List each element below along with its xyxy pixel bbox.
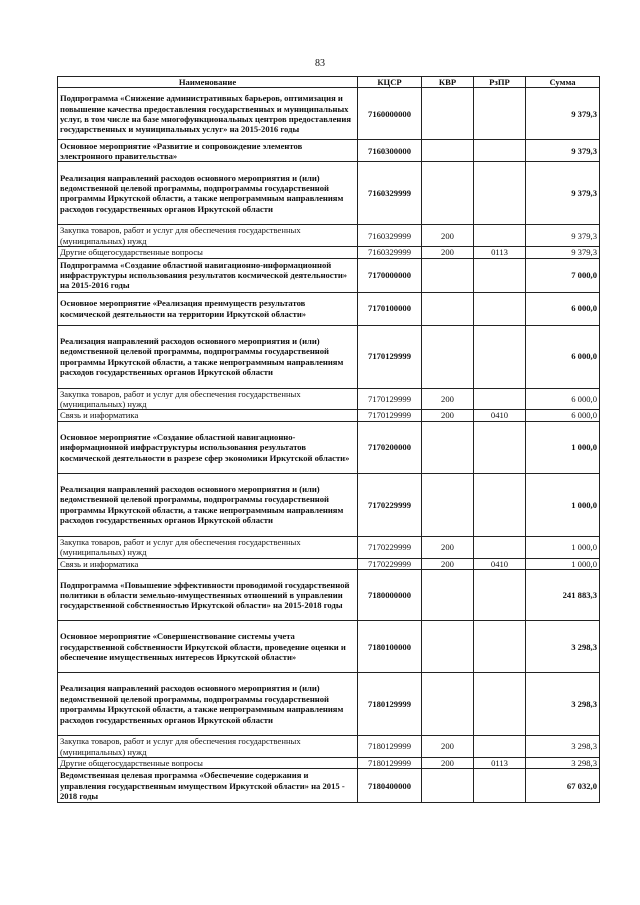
row-sum-cell: 6 000,0 bbox=[526, 292, 600, 325]
row-sum-cell: 9 379,3 bbox=[526, 225, 600, 247]
row-name-cell: Другие общегосударственные вопросы bbox=[58, 758, 358, 769]
table-row bbox=[58, 536, 600, 558]
row-kvr-cell: 200 bbox=[422, 736, 474, 758]
row-kvr-cell: 200 bbox=[422, 558, 474, 569]
row-sum-cell: 6 000,0 bbox=[526, 410, 600, 421]
row-kvr-cell bbox=[422, 325, 474, 388]
table-row bbox=[58, 621, 600, 673]
row-kvr-cell: 200 bbox=[422, 225, 474, 247]
row-sum-cell: 3 298,3 bbox=[526, 758, 600, 769]
row-sum-cell: 7 000,0 bbox=[526, 258, 600, 292]
row-name-cell: Подпрограмма «Снижение административных барьеров, оптимизация и повышение качества предоставления государственных и муниципальных услуг, в том числе на базе многофункциональных центров предоставления государственных и муниципальных услуг» на 2015-2016 годы bbox=[58, 88, 358, 140]
row-kvr-cell bbox=[422, 673, 474, 736]
table-row bbox=[58, 247, 600, 258]
table-row bbox=[58, 769, 600, 803]
row-kcsr-cell: 7170000000 bbox=[358, 258, 422, 292]
table-row bbox=[58, 736, 600, 758]
row-rzpr-cell bbox=[474, 421, 526, 473]
row-kcsr-cell: 7170129999 bbox=[358, 388, 422, 410]
row-kvr-cell: 200 bbox=[422, 388, 474, 410]
row-rzpr-cell bbox=[474, 570, 526, 621]
row-sum-cell: 1 000,0 bbox=[526, 473, 600, 536]
row-kcsr-cell: 7160300000 bbox=[358, 140, 422, 162]
row-sum-cell: 67 032,0 bbox=[526, 769, 600, 803]
row-name-cell: Основное мероприятие «Реализация преимуществ результатов космической деятельности на территории Иркутской области» bbox=[58, 292, 358, 325]
row-sum-cell: 1 000,0 bbox=[526, 536, 600, 558]
table-row bbox=[58, 473, 600, 536]
row-sum-cell: 1 000,0 bbox=[526, 558, 600, 569]
table-row bbox=[58, 558, 600, 569]
row-kvr-cell bbox=[422, 258, 474, 292]
table-row bbox=[58, 140, 600, 162]
row-kcsr-cell: 7170200000 bbox=[358, 421, 422, 473]
row-kvr-cell bbox=[422, 621, 474, 673]
table-row bbox=[58, 162, 600, 225]
row-sum-cell: 3 298,3 bbox=[526, 736, 600, 758]
row-sum-cell: 9 379,3 bbox=[526, 247, 600, 258]
row-rzpr-cell: 0113 bbox=[474, 247, 526, 258]
row-name-cell: Основное мероприятие «Совершенствование системы учета государственной собственности Иркутской области, проведение оценки и обеспечение имущественных интересов Иркутской области» bbox=[58, 621, 358, 673]
row-sum-cell: 1 000,0 bbox=[526, 421, 600, 473]
table-row bbox=[58, 410, 600, 421]
table-header bbox=[58, 77, 600, 88]
row-kcsr-cell: 7180000000 bbox=[358, 570, 422, 621]
row-rzpr-cell bbox=[474, 621, 526, 673]
row-kcsr-cell: 7170229999 bbox=[358, 536, 422, 558]
row-sum-cell: 241 883,3 bbox=[526, 570, 600, 621]
row-sum-cell: 3 298,3 bbox=[526, 673, 600, 736]
row-sum-cell: 9 379,3 bbox=[526, 162, 600, 225]
row-kvr-cell bbox=[422, 570, 474, 621]
row-rzpr-cell bbox=[474, 473, 526, 536]
row-name-cell: Реализация направлений расходов основного мероприятия и (или) ведомственной целевой программы, подпрограммы государственной программы Иркутской области, а также непрограммным направлениям расходов государственных органов Иркутской области bbox=[58, 473, 358, 536]
row-rzpr-cell bbox=[474, 292, 526, 325]
table-body bbox=[58, 88, 600, 803]
row-kcsr-cell: 7170129999 bbox=[358, 410, 422, 421]
row-rzpr-cell bbox=[474, 769, 526, 803]
header-sum: Сумма bbox=[526, 77, 600, 88]
row-rzpr-cell bbox=[474, 673, 526, 736]
row-kcsr-cell: 7170129999 bbox=[358, 325, 422, 388]
row-rzpr-cell: 0410 bbox=[474, 410, 526, 421]
row-kvr-cell: 200 bbox=[422, 247, 474, 258]
row-sum-cell: 9 379,3 bbox=[526, 140, 600, 162]
row-name-cell: Закупка товаров, работ и услуг для обеспечения государственных (муниципальных) нужд bbox=[58, 388, 358, 410]
row-kvr-cell bbox=[422, 162, 474, 225]
row-kcsr-cell: 7160000000 bbox=[358, 88, 422, 140]
row-name-cell: Связь и информатика bbox=[58, 410, 358, 421]
row-rzpr-cell bbox=[474, 325, 526, 388]
table-row bbox=[58, 758, 600, 769]
row-kcsr-cell: 7180129999 bbox=[358, 758, 422, 769]
row-name-cell: Другие общегосударственные вопросы bbox=[58, 247, 358, 258]
row-kcsr-cell: 7180129999 bbox=[358, 673, 422, 736]
row-rzpr-cell: 0410 bbox=[474, 558, 526, 569]
table-row bbox=[58, 673, 600, 736]
table-row bbox=[58, 388, 600, 410]
row-kvr-cell: 200 bbox=[422, 536, 474, 558]
row-sum-cell: 9 379,3 bbox=[526, 88, 600, 140]
row-name-cell: Закупка товаров, работ и услуг для обеспечения государственных (муниципальных) нужд bbox=[58, 736, 358, 758]
row-kcsr-cell: 7180129999 bbox=[358, 736, 422, 758]
row-name-cell: Связь и информатика bbox=[58, 558, 358, 569]
row-name-cell: Ведомственная целевая программа «Обеспечение содержания и управления государственным имуществом Иркутской области» на 2015 - 2018 годы bbox=[58, 769, 358, 803]
row-kcsr-cell: 7160329999 bbox=[358, 162, 422, 225]
row-name-cell: Основное мероприятие «Создание областной навигационно-информационной инфраструктуры использования результатов космической деятельности в разрезе сфер экономики Иркутской области» bbox=[58, 421, 358, 473]
table-row bbox=[58, 570, 600, 621]
row-rzpr-cell bbox=[474, 225, 526, 247]
row-rzpr-cell bbox=[474, 140, 526, 162]
row-name-cell: Реализация направлений расходов основного мероприятия и (или) ведомственной целевой программы, подпрограммы государственной программы Иркутской области, а также непрограммным направлениям расходов государственных органов Иркутской области bbox=[58, 325, 358, 388]
header-kvr: КВР bbox=[422, 77, 474, 88]
row-rzpr-cell bbox=[474, 736, 526, 758]
row-name-cell: Закупка товаров, работ и услуг для обеспечения государственных (муниципальных) нужд bbox=[58, 225, 358, 247]
table-row bbox=[58, 325, 600, 388]
row-kvr-cell bbox=[422, 421, 474, 473]
row-rzpr-cell bbox=[474, 162, 526, 225]
row-rzpr-cell: 0113 bbox=[474, 758, 526, 769]
table-row bbox=[58, 258, 600, 292]
row-name-cell: Закупка товаров, работ и услуг для обеспечения государственных (муниципальных) нужд bbox=[58, 536, 358, 558]
row-kvr-cell bbox=[422, 769, 474, 803]
row-kcsr-cell: 7160329999 bbox=[358, 247, 422, 258]
header-kcsr: КЦСР bbox=[358, 77, 422, 88]
row-kvr-cell: 200 bbox=[422, 410, 474, 421]
row-rzpr-cell bbox=[474, 536, 526, 558]
header-row bbox=[58, 77, 600, 88]
table-row bbox=[58, 225, 600, 247]
row-rzpr-cell bbox=[474, 258, 526, 292]
row-kcsr-cell: 7170229999 bbox=[358, 558, 422, 569]
page-number: 83 bbox=[315, 58, 325, 69]
row-sum-cell: 3 298,3 bbox=[526, 621, 600, 673]
row-kvr-cell bbox=[422, 88, 474, 140]
table-row bbox=[58, 88, 600, 140]
row-name-cell: Основное мероприятие «Развитие и сопровождение элементов электронного правительства» bbox=[58, 140, 358, 162]
row-name-cell: Подпрограмма «Повышение эффективности проводимой государственной политики в области земельно-имущественных отношений в управлении государственной собственностью Иркутской области» на 2015-2018 годы bbox=[58, 570, 358, 621]
budget-table bbox=[57, 76, 600, 803]
header-name: Наименование bbox=[58, 77, 358, 88]
table-row bbox=[58, 292, 600, 325]
row-rzpr-cell bbox=[474, 88, 526, 140]
row-rzpr-cell bbox=[474, 388, 526, 410]
row-name-cell: Реализация направлений расходов основного мероприятия и (или) ведомственной целевой программы, подпрограммы государственной программы Иркутской области, а также непрограммным направлениям расходов государственных органов Иркутской области bbox=[58, 673, 358, 736]
row-kvr-cell: 200 bbox=[422, 758, 474, 769]
row-kcsr-cell: 7180400000 bbox=[358, 769, 422, 803]
row-kvr-cell bbox=[422, 473, 474, 536]
row-kvr-cell bbox=[422, 292, 474, 325]
row-name-cell: Подпрограмма «Создание областной навигационно-информационной инфраструктуры использования результатов космической деятельности» на 2015-2016 годы bbox=[58, 258, 358, 292]
row-name-cell: Реализация направлений расходов основного мероприятия и (или) ведомственной целевой программы, подпрограммы государственной программы Иркутской области, а также непрограммным направлениям расходов государственных органов Иркутской области bbox=[58, 162, 358, 225]
row-sum-cell: 6 000,0 bbox=[526, 388, 600, 410]
row-kcsr-cell: 7170229999 bbox=[358, 473, 422, 536]
row-kvr-cell bbox=[422, 140, 474, 162]
row-kcsr-cell: 7180100000 bbox=[358, 621, 422, 673]
row-kcsr-cell: 7160329999 bbox=[358, 225, 422, 247]
header-rzpr: РзПР bbox=[474, 77, 526, 88]
table-row bbox=[58, 421, 600, 473]
row-sum-cell: 6 000,0 bbox=[526, 325, 600, 388]
row-kcsr-cell: 7170100000 bbox=[358, 292, 422, 325]
